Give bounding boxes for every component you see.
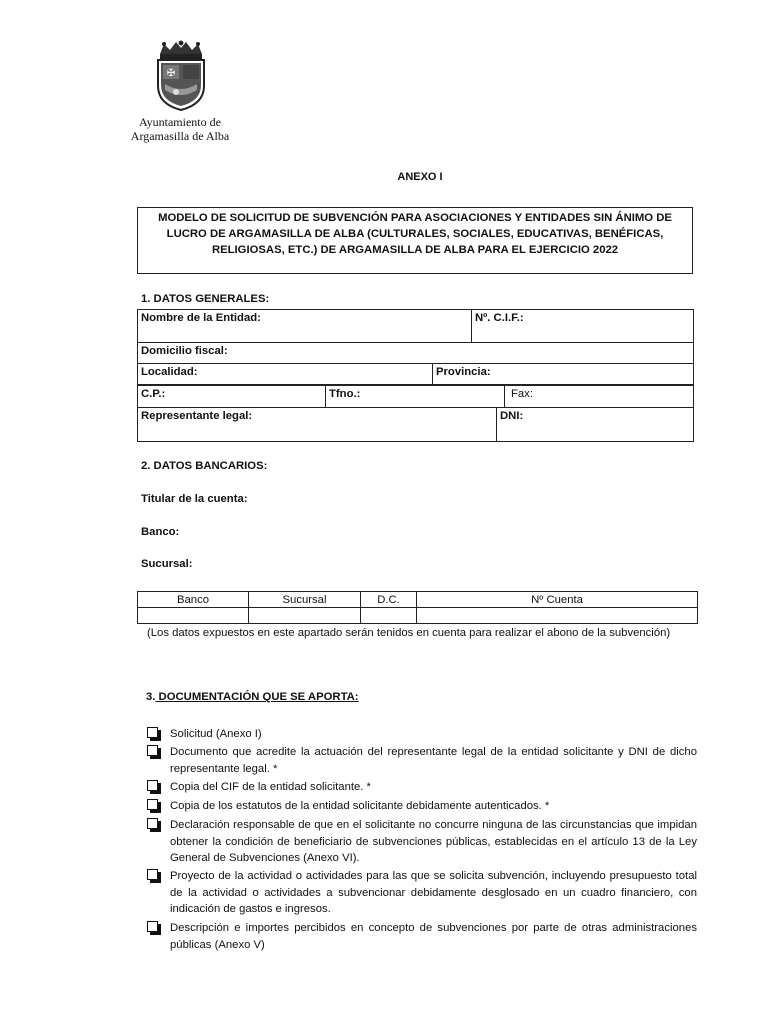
domicilio-field[interactable] xyxy=(137,342,694,364)
bank-col-sucursal: Sucursal xyxy=(248,591,361,608)
bank-input-banco[interactable] xyxy=(137,607,249,624)
checkbox-icon[interactable] xyxy=(147,727,158,738)
fax-label: Fax: xyxy=(511,388,533,400)
bank-col-cuenta: Nº Cuenta xyxy=(416,591,698,608)
checkbox-icon[interactable] xyxy=(147,921,158,932)
provincia-field[interactable] xyxy=(432,363,694,385)
titular-label: Titular de la cuenta: xyxy=(141,493,248,505)
fax-field[interactable] xyxy=(504,385,694,408)
document-title xyxy=(137,207,693,274)
bank-col-banco: Banco xyxy=(137,591,249,608)
doc-item[interactable] xyxy=(147,779,697,796)
nombre-entidad-label: Nombre de la Entidad: xyxy=(141,312,261,324)
checkbox-icon[interactable] xyxy=(147,869,158,880)
localidad-field[interactable] xyxy=(137,363,433,385)
doc-item-text: Solicitud (Anexo I) xyxy=(170,728,262,740)
doc-item-text: Proyecto de la actividad o actividades para las que se solicita subvención, incluyendo presupuesto total de la actividad o actividades a subvencionar debidamente desglosado en un cuadro financiero, con indicación de gastos e ingresos. xyxy=(170,870,697,915)
representante-label: Representante legal: xyxy=(141,410,253,422)
checkbox-icon[interactable] xyxy=(147,780,158,791)
doc-item-text: Declaración responsable de que en el solicitante no concurre ninguna de las circunstancias que impidan obtener la condición de beneficiario de subvenciones públicas, establecidas en el artículo 13 de la Ley General de Subvenciones (Anexo VI). xyxy=(170,819,697,864)
checkbox-icon[interactable] xyxy=(147,818,158,829)
municipality-line1: Ayuntamiento de xyxy=(139,115,221,129)
doc-item-text: Copia del CIF de la entidad solicitante. * xyxy=(170,781,371,793)
dni-field[interactable] xyxy=(496,407,694,442)
banco-label: Banco: xyxy=(141,526,180,538)
section2-heading: 2. DATOS BANCARIOS: xyxy=(141,460,268,472)
doc-item[interactable] xyxy=(147,726,697,743)
bank-col-dc: D.C. xyxy=(360,591,417,608)
anexo-title: ANEXO I xyxy=(397,171,443,183)
document-title-text: MODELO DE SOLICITUD DE SUBVENCIÓN PARA ASOCIACIONES Y ENTIDADES SIN ÁNIMO DE LUCRO DE ARGAMASILLA DE ALBA (CULTURALES, SOCIALES, EDUCATIVAS, BENÉFICAS, RELIGIOSAS, ETC.) DE ARGAMASILLA DE ALBA PARA EL EJERCICIO 2022 xyxy=(158,212,672,256)
bank-input-cuenta[interactable] xyxy=(416,607,698,624)
bank-input-sucursal[interactable] xyxy=(248,607,361,624)
sucursal-label: Sucursal: xyxy=(141,558,193,570)
svg-text:✠: ✠ xyxy=(166,68,176,79)
coat-of-arms-logo xyxy=(150,40,212,112)
domicilio-label: Domicilio fiscal: xyxy=(141,345,228,357)
cp-field[interactable] xyxy=(137,385,326,408)
cif-field[interactable] xyxy=(471,309,694,343)
section1-heading: 1. DATOS GENERALES: xyxy=(141,293,270,305)
section3-number: 3. xyxy=(146,691,156,703)
tfno-label: Tfno.: xyxy=(329,388,361,400)
doc-item[interactable] xyxy=(147,817,697,867)
doc-item-text: Documento que acredite la actuación del representante legal de la entidad solicitante y DNI de dicho representante legal. * xyxy=(170,746,697,775)
section3-title: DOCUMENTACIÓN QUE SE APORTA: xyxy=(155,691,359,703)
cp-label: C.P.: xyxy=(141,388,166,400)
checkbox-icon[interactable] xyxy=(147,799,158,810)
dni-label: DNI: xyxy=(500,410,524,422)
doc-item-text: Copia de los estatutos de la entidad solicitante debidamente autenticados. * xyxy=(170,800,550,812)
cif-label: Nº. C.I.F.: xyxy=(475,312,524,324)
municipality-line2: Argamasilla de Alba xyxy=(130,129,230,143)
bank-note: (Los datos expuestos en este apartado serán tenidos en cuenta para realizar el abono de la subvención) xyxy=(147,627,671,639)
nombre-entidad-field[interactable] xyxy=(137,309,472,343)
representante-field[interactable] xyxy=(137,407,497,442)
localidad-label: Localidad: xyxy=(141,366,198,378)
crest-icon xyxy=(150,40,212,112)
doc-item[interactable] xyxy=(147,744,697,777)
tfno-field[interactable] xyxy=(325,385,505,408)
provincia-label: Provincia: xyxy=(436,366,491,378)
doc-item-text: Descripción e importes percibidos en concepto de subvenciones por parte de otras administraciones públicas (Anexo V) xyxy=(170,922,697,951)
bank-input-dc[interactable] xyxy=(360,607,417,624)
checkbox-icon[interactable] xyxy=(147,745,158,756)
municipality-name xyxy=(110,115,250,143)
section3-heading xyxy=(146,691,359,703)
doc-item[interactable] xyxy=(147,868,697,918)
doc-item[interactable] xyxy=(147,798,697,815)
doc-item[interactable] xyxy=(147,920,697,953)
